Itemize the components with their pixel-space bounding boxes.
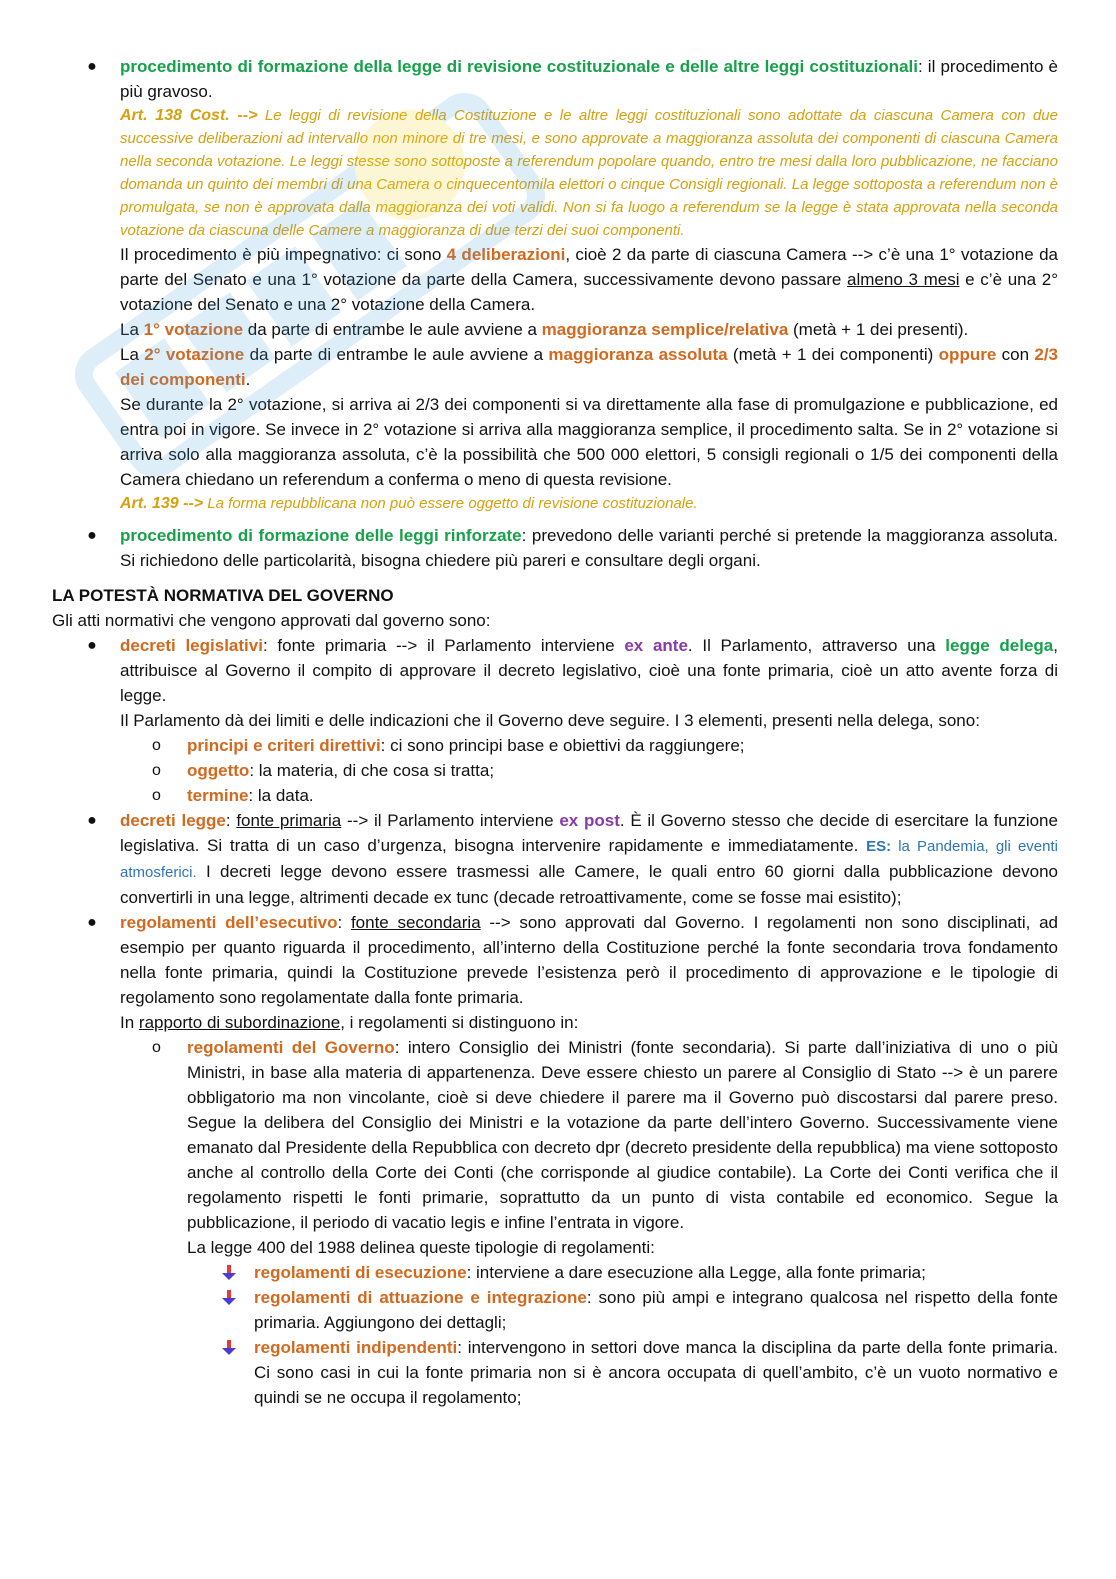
type-item: regolamenti indipendenti: intervengono in settori dove manca la disciplina da parte della fonte primaria. Ci sono casi in cui la fonte primaria non si è ancora occupata di quell’ambito, c’è un vuoto normativo e quindi se ne occupa il regolamento; [0, 1335, 1116, 1410]
arrow-down-bullet-icon [221, 1340, 237, 1356]
circle-bullet-icon: o [152, 762, 161, 779]
arrow-down-bullet-icon [221, 1290, 237, 1306]
circle-bullet-icon: o [152, 1039, 161, 1056]
circle-bullet-icon: o [152, 737, 161, 754]
list-item-regolamenti: ● regolamenti dell’esecutivo: fonte secondaria --> sono approvati dal Governo. I regolamenti non sono disciplinati, ad esempio per quanto riguarda il procedimento, all’interno della Costituzione perché la fonte secondaria trova fondamento nella fonte primaria, quindi la Costituzione prevede l’esistenza però il procedimento di approvazione e le tipologie di regolamento sono regolamentate dalla fonte primaria. [0, 910, 1116, 1010]
list-item-revisione-costituzionale: ● procedimento di formazione della legge di revisione costituzionale e delle altre leggi costituzionali: il procedimento è più gravoso. [0, 54, 1116, 104]
type-item: regolamenti di esecuzione: interviene a dare esecuzione alla Legge, alla fonte primaria; [0, 1260, 1116, 1285]
bullet-icon: ● [87, 527, 97, 544]
paragraph: La 2° votazione da parte di entrambe le aule avviene a maggioranza assoluta (metà + 1 dei componenti) oppure con 2/3 dei componenti. [120, 345, 1059, 389]
sub-list-item: o principi e criteri direttivi: ci sono principi base e obiettivi da raggiungere; [0, 733, 1116, 758]
bullet-icon: ● [87, 914, 97, 931]
arrow-down-bullet-icon [221, 1265, 237, 1281]
sub-list-item: o termine: la data. [0, 783, 1116, 808]
paragraph: La legge 400 del 1988 delinea queste tipologie di regolamenti: [187, 1238, 655, 1257]
paragraph: Se durante la 2° votazione, si arriva ai 2/3 dei componenti si va direttamente alla fase di promulgazione e pubblicazione, ed entra poi in vigore. Se invece in 2° votazione si arriva alla maggioranza semplice, il procedimento salta. Se in 2° votazione si arriva solo alla maggioranza assoluta, c’è la possibilità che 500 000 elettori, 5 consigli regionali o 1/5 dei componenti della Camera chiedano un referendum a conferma o meno di questa revisione. [120, 395, 1058, 489]
list-item-decreti-legislativi: ● decreti legislativi: fonte primaria --> il Parlamento interviene ex ante. Il Parlamento, attraverso una legge delega, attribuisce al Governo il compito di approvare il decreto legislativo, cioè una fonte primaria, cioè un atto avente forza di legge. [0, 633, 1116, 708]
section-title: procedimento di formazione della legge di revisione costituzionale e delle altre leggi costituzionali [120, 57, 918, 76]
section-heading: LA POTESTÀ NORMATIVA DEL GOVERNO [52, 586, 394, 605]
bullet-icon: ● [87, 812, 97, 829]
list-item-decreti-legge: ● decreti legge: fonte primaria --> il Parlamento interviene ex post. È il Governo stesso che decide di esercitare la funzione legislativa. Si tratta di un caso d’urgenza, bisogna intervenire rapidamente e immediatamente. ES: la Pandemia, gli eventi atmosferici. I decreti legge devono essere trasmessi alle Camere, le quali entro 60 giorni dalla pubblicazione devono convertirli in una legge, altrimenti decade ex tunc (decade retroattivamente, come se fosse mai esistito); [0, 808, 1116, 910]
type-item: regolamenti di attuazione e integrazione: sono più ampi e integrano qualcosa nel rispetto della fonte primaria. Aggiungono dei dettagli; [0, 1285, 1116, 1335]
bullet-icon: ● [87, 58, 97, 75]
bullet-icon: ● [87, 637, 97, 654]
art138-quote: Art. 138 Cost. --> Le leggi di revisione della Costituzione e le altre leggi costituzionali sono adottate da ciascuna Camera con due successive deliberazioni ad intervallo non minore di tre mesi, e sono approvate a maggioranza assoluta dei componenti di ciascuna Camera nella seconda votazione. Le leggi stesse sono sottoposte a referendum popolare quando, entro tre mesi dalla loro pubblicazione, ne facciano domanda un quinto dei membri di una Camera o cinquecentomila elettori o cinque Consigli regionali. La legge sottoposta a referendum non è promulgata, se non è approvata dalla maggioranza dei voti validi. Non si fa luogo a referendum se la legge è stata approvata nella seconda votazione da ciascuna delle Camere a maggioranza di due terzi dei suoi componenti. [120, 107, 1058, 239]
section-title: procedimento di formazione delle leggi rinforzate [120, 526, 522, 545]
art139-quote: Art. 139 --> La forma repubblicana non può essere oggetto di revisione costituzionale. [120, 495, 698, 512]
circle-bullet-icon: o [152, 787, 161, 804]
paragraph: La 1° votazione da parte di entrambe le aule avviene a maggioranza semplice/relativa (metà + 1 dei presenti). [120, 320, 969, 339]
paragraph: In rapporto di subordinazione, i regolamenti si distinguono in: [120, 1013, 579, 1032]
sub-list-item-regolamenti-governo: o regolamenti del Governo: intero Consiglio dei Ministri (fonte secondaria). Si parte dall’iniziativa di uno o più Ministri, in base alla materia di appartenenza. Deve essere chiesto un parere al Consiglio di Stato --> è un parere obbligatorio ma non vincolante, cioè si deve chiedere il parere ma il Governo può discostarsi dal parere preso. Segue la delibera del Consiglio dei Ministri e la votazione da parte dell’intero Governo. Successivamente viene emanato dal Presidente della Repubblica con decreto dpr (decreto presidente della repubblica) ma viene sottoposto anche al controllo della Corte dei Conti (che corrisponde al giudice contabile). La Corte dei Conti verifica che il regolamento rispetti le fonti primarie, soprattutto da un punto di vista contabile ed economico. Segue la pubblicazione, il periodo di vacatio legis e infine l’entrata in vigore. [0, 1035, 1116, 1235]
list-item-leggi-rinforzate: ● procedimento di formazione delle leggi rinforzate: prevedono delle varianti perché si pretende la maggioranza assoluta. Si richiedono delle particolarità, bisogna chiedere più pareri e consultare degli organi. [0, 523, 1116, 573]
intro-text: Gli atti normativi che vengono approvati dal governo sono: [52, 611, 491, 630]
sub-list-item: o oggetto: la materia, di che cosa si tratta; [0, 758, 1116, 783]
paragraph: Il procedimento è più impegnativo: ci sono 4 deliberazioni, cioè 2 da parte di ciascuna Camera --> c’è una 1° votazione da parte del Senato e una 1° votazione da parte della Camera, successivamente devono passare almeno 3 mesi e c’è una 2° votazione del Senato e una 2° votazione della Camera. [120, 245, 1059, 314]
paragraph: Il Parlamento dà dei limiti e delle indicazioni che il Governo deve seguire. I 3 elementi, presenti nella delega, sono: [120, 711, 980, 730]
